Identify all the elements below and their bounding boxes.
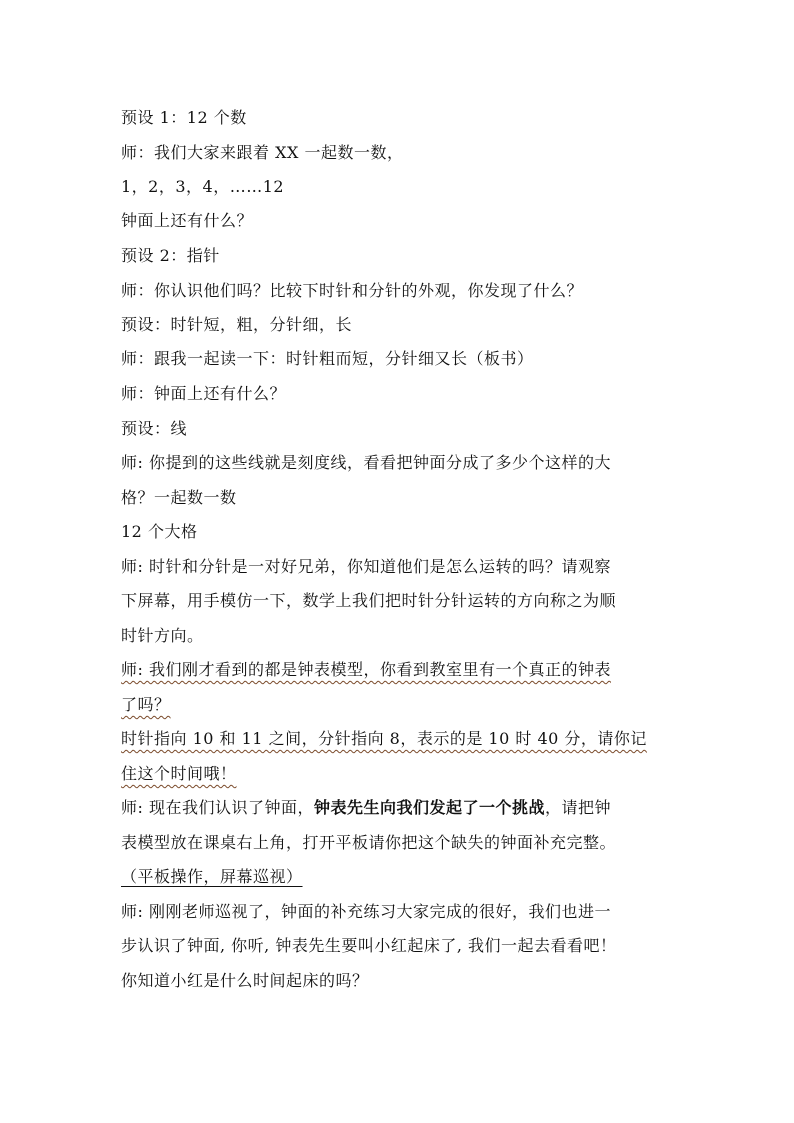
highlighted-text-line: 时针指向 10 和 11 之间，分针指向 8，表示的是 10 时 40 分，请你记 — [121, 729, 647, 748]
underlined-text-line: （平板操作，屏幕巡视） — [121, 867, 303, 886]
text-line: 师：我们大家来跟着 XX 一起数一数， — [121, 143, 404, 162]
highlighted-text-line: 师: 我们刚才看到的都是钟表模型，你看到教室里有一个真正的钟表 — [121, 660, 611, 679]
challenge-prefix: 师: 现在我们认识了钟面， — [121, 798, 314, 817]
text-line: 师：跟我一起读一下：时针粗而短，分针细又长（板书） — [121, 349, 534, 368]
text-line: 师：你认识他们吗？比较下时针和分针的外观，你发现了什么？ — [121, 281, 584, 300]
text-line: 预设 2：指针 — [121, 246, 220, 265]
text-line: 时针方向。 — [121, 626, 204, 645]
text-line: 你知道小红是什么时间起床的吗？ — [121, 971, 369, 990]
text-line: 预设 1：12 个数 — [121, 108, 247, 127]
text-line: 格？一起数一数 — [121, 488, 237, 507]
text-line: 钟面上还有什么？ — [121, 211, 254, 230]
text-line: 预设：时针短，粗，分针细，长 — [121, 315, 353, 334]
text-line: 预设：线 — [121, 419, 188, 438]
text-line: 师：钟面上还有什么？ — [121, 384, 287, 403]
text-line: 步认识了钟面, 你听, 钟表先生要叫小红起床了, 我们一起去看看吧！ — [121, 936, 617, 955]
highlighted-text-line: 了吗？ — [121, 695, 171, 714]
highlighted-text-line: 住这个时间哦！ — [121, 764, 237, 783]
text-line: 师: 你提到的这些线就是刻度线，看看把钟面分成了多少个这样的大 — [121, 453, 611, 472]
text-line: 12 个大格 — [121, 522, 198, 541]
text-line: 下屏幕，用手模仿一下，数学上我们把时针分针运转的方向称之为顺 — [121, 591, 617, 610]
challenge-suffix: ，请把钟 — [545, 798, 612, 817]
challenge-line — [121, 797, 611, 819]
text-line: 师: 刚刚老师巡视了，钟面的补充练习大家完成的很好，我们也进一 — [121, 902, 611, 921]
challenge-bold-text: 钟表先生向我们发起了一个挑战 — [313, 798, 545, 817]
text-line: 师: 时针和分针是一对好兄弟，你知道他们是怎么运转的吗？请观察 — [121, 557, 611, 576]
text-line: 表模型放在课桌右上角，打开平板请你把这个缺失的钟面补充完整。 — [121, 833, 617, 852]
text-line: 1，2，3，4，……12 — [121, 177, 285, 196]
